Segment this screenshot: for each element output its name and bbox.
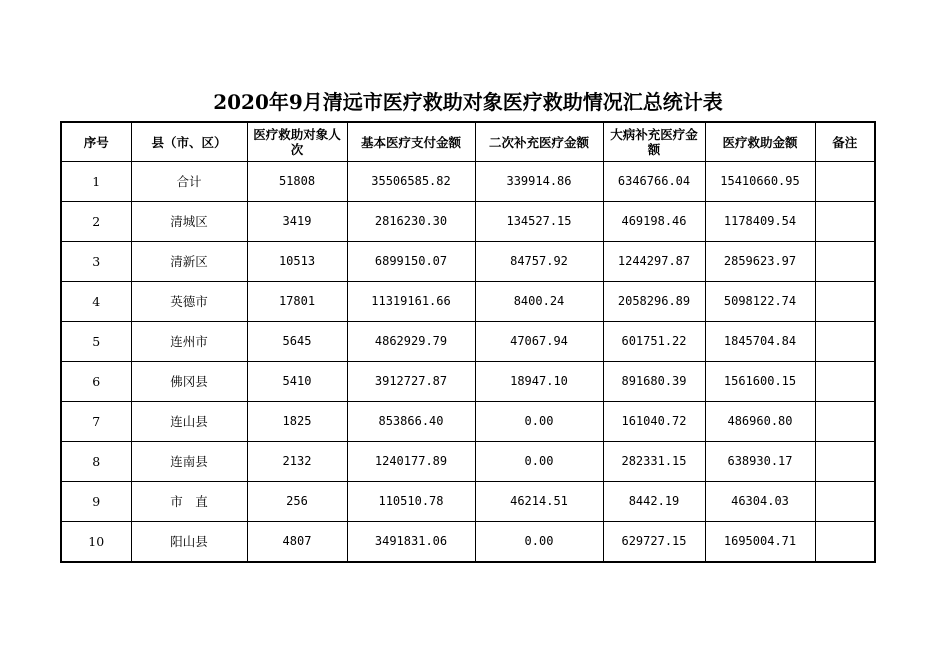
cell-area: 连山县 [131,402,247,442]
cell-secondary-supplementary-amount: 8400.24 [475,282,603,322]
header-area: 县（市、区） [131,122,247,162]
cell-medical-aid-amount: 5098122.74 [705,282,815,322]
cell-secondary-supplementary-amount: 18947.10 [475,362,603,402]
cell-major-illness-supplementary-amount: 6346766.04 [603,162,705,202]
cell-secondary-supplementary-amount: 0.00 [475,402,603,442]
header-medical-aid-amount: 医疗救助金额 [705,122,815,162]
cell-area: 英德市 [131,282,247,322]
cell-major-illness-supplementary-amount: 629727.15 [603,522,705,563]
table-row [61,362,875,402]
cell-aid-recipient-count: 5410 [247,362,347,402]
cell-major-illness-supplementary-amount: 2058296.89 [603,282,705,322]
header-basic-medical-payment: 基本医疗支付金额 [347,122,475,162]
table-row [61,242,875,282]
cell-remarks [815,162,875,202]
cell-secondary-supplementary-amount: 0.00 [475,442,603,482]
cell-secondary-supplementary-amount: 84757.92 [475,242,603,282]
table-row [61,322,875,362]
table-row [61,282,875,322]
cell-aid-recipient-count: 5645 [247,322,347,362]
cell-major-illness-supplementary-amount: 469198.46 [603,202,705,242]
cell-basic-medical-payment: 2816230.30 [347,202,475,242]
cell-area: 阳山县 [131,522,247,563]
table-row [61,162,875,202]
table-row [61,202,875,242]
cell-aid-recipient-count: 4807 [247,522,347,563]
cell-serial-number: 6 [61,362,131,402]
cell-basic-medical-payment: 110510.78 [347,482,475,522]
cell-medical-aid-amount: 1561600.15 [705,362,815,402]
cell-basic-medical-payment: 1240177.89 [347,442,475,482]
cell-aid-recipient-count: 2132 [247,442,347,482]
cell-basic-medical-payment: 11319161.66 [347,282,475,322]
cell-major-illness-supplementary-amount: 601751.22 [603,322,705,362]
cell-area: 连州市 [131,322,247,362]
header-serial-number: 序号 [61,122,131,162]
cell-aid-recipient-count: 17801 [247,282,347,322]
cell-aid-recipient-count: 51808 [247,162,347,202]
table-row [61,482,875,522]
cell-medical-aid-amount: 1845704.84 [705,322,815,362]
header-secondary-supplementary-amount: 二次补充医疗金额 [475,122,603,162]
cell-remarks [815,522,875,563]
cell-area: 清新区 [131,242,247,282]
cell-medical-aid-amount: 638930.17 [705,442,815,482]
header-major-illness-supplementary-amount: 大病补充医疗金额 [603,122,705,162]
cell-basic-medical-payment: 3491831.06 [347,522,475,563]
cell-basic-medical-payment: 853866.40 [347,402,475,442]
cell-aid-recipient-count: 1825 [247,402,347,442]
cell-basic-medical-payment: 3912727.87 [347,362,475,402]
cell-aid-recipient-count: 3419 [247,202,347,242]
cell-area: 清城区 [131,202,247,242]
cell-medical-aid-amount: 1178409.54 [705,202,815,242]
header-remarks: 备注 [815,122,875,162]
cell-area: 佛冈县 [131,362,247,402]
cell-remarks [815,442,875,482]
cell-major-illness-supplementary-amount: 8442.19 [603,482,705,522]
document-title: 2020年9月清远市医疗救助对象医疗救助情况汇总统计表 [213,90,723,114]
cell-major-illness-supplementary-amount: 282331.15 [603,442,705,482]
cell-serial-number: 2 [61,202,131,242]
table-header-row [61,122,875,162]
cell-remarks [815,282,875,322]
cell-remarks [815,202,875,242]
cell-secondary-supplementary-amount: 46214.51 [475,482,603,522]
cell-serial-number: 9 [61,482,131,522]
cell-basic-medical-payment: 35506585.82 [347,162,475,202]
cell-serial-number: 3 [61,242,131,282]
cell-remarks [815,322,875,362]
cell-medical-aid-amount: 1695004.71 [705,522,815,563]
cell-remarks [815,362,875,402]
cell-basic-medical-payment: 4862929.79 [347,322,475,362]
cell-medical-aid-amount: 2859623.97 [705,242,815,282]
cell-basic-medical-payment: 6899150.07 [347,242,475,282]
cell-remarks [815,242,875,282]
cell-medical-aid-amount: 486960.80 [705,402,815,442]
cell-aid-recipient-count: 256 [247,482,347,522]
cell-major-illness-supplementary-amount: 891680.39 [603,362,705,402]
cell-remarks [815,402,875,442]
cell-medical-aid-amount: 15410660.95 [705,162,815,202]
cell-secondary-supplementary-amount: 0.00 [475,522,603,563]
cell-serial-number: 5 [61,322,131,362]
cell-aid-recipient-count: 10513 [247,242,347,282]
cell-serial-number: 7 [61,402,131,442]
cell-area: 合计 [131,162,247,202]
table-row [61,522,875,563]
cell-area: 连南县 [131,442,247,482]
cell-serial-number: 1 [61,162,131,202]
statistics-table [60,121,876,563]
header-aid-recipient-count: 医疗救助对象人次 [247,122,347,162]
cell-area: 市 直 [131,482,247,522]
cell-major-illness-supplementary-amount: 1244297.87 [603,242,705,282]
cell-major-illness-supplementary-amount: 161040.72 [603,402,705,442]
cell-secondary-supplementary-amount: 47067.94 [475,322,603,362]
table-row [61,402,875,442]
cell-remarks [815,482,875,522]
cell-medical-aid-amount: 46304.03 [705,482,815,522]
cell-secondary-supplementary-amount: 339914.86 [475,162,603,202]
cell-secondary-supplementary-amount: 134527.15 [475,202,603,242]
cell-serial-number: 10 [61,522,131,563]
cell-serial-number: 4 [61,282,131,322]
cell-serial-number: 8 [61,442,131,482]
table-row [61,442,875,482]
